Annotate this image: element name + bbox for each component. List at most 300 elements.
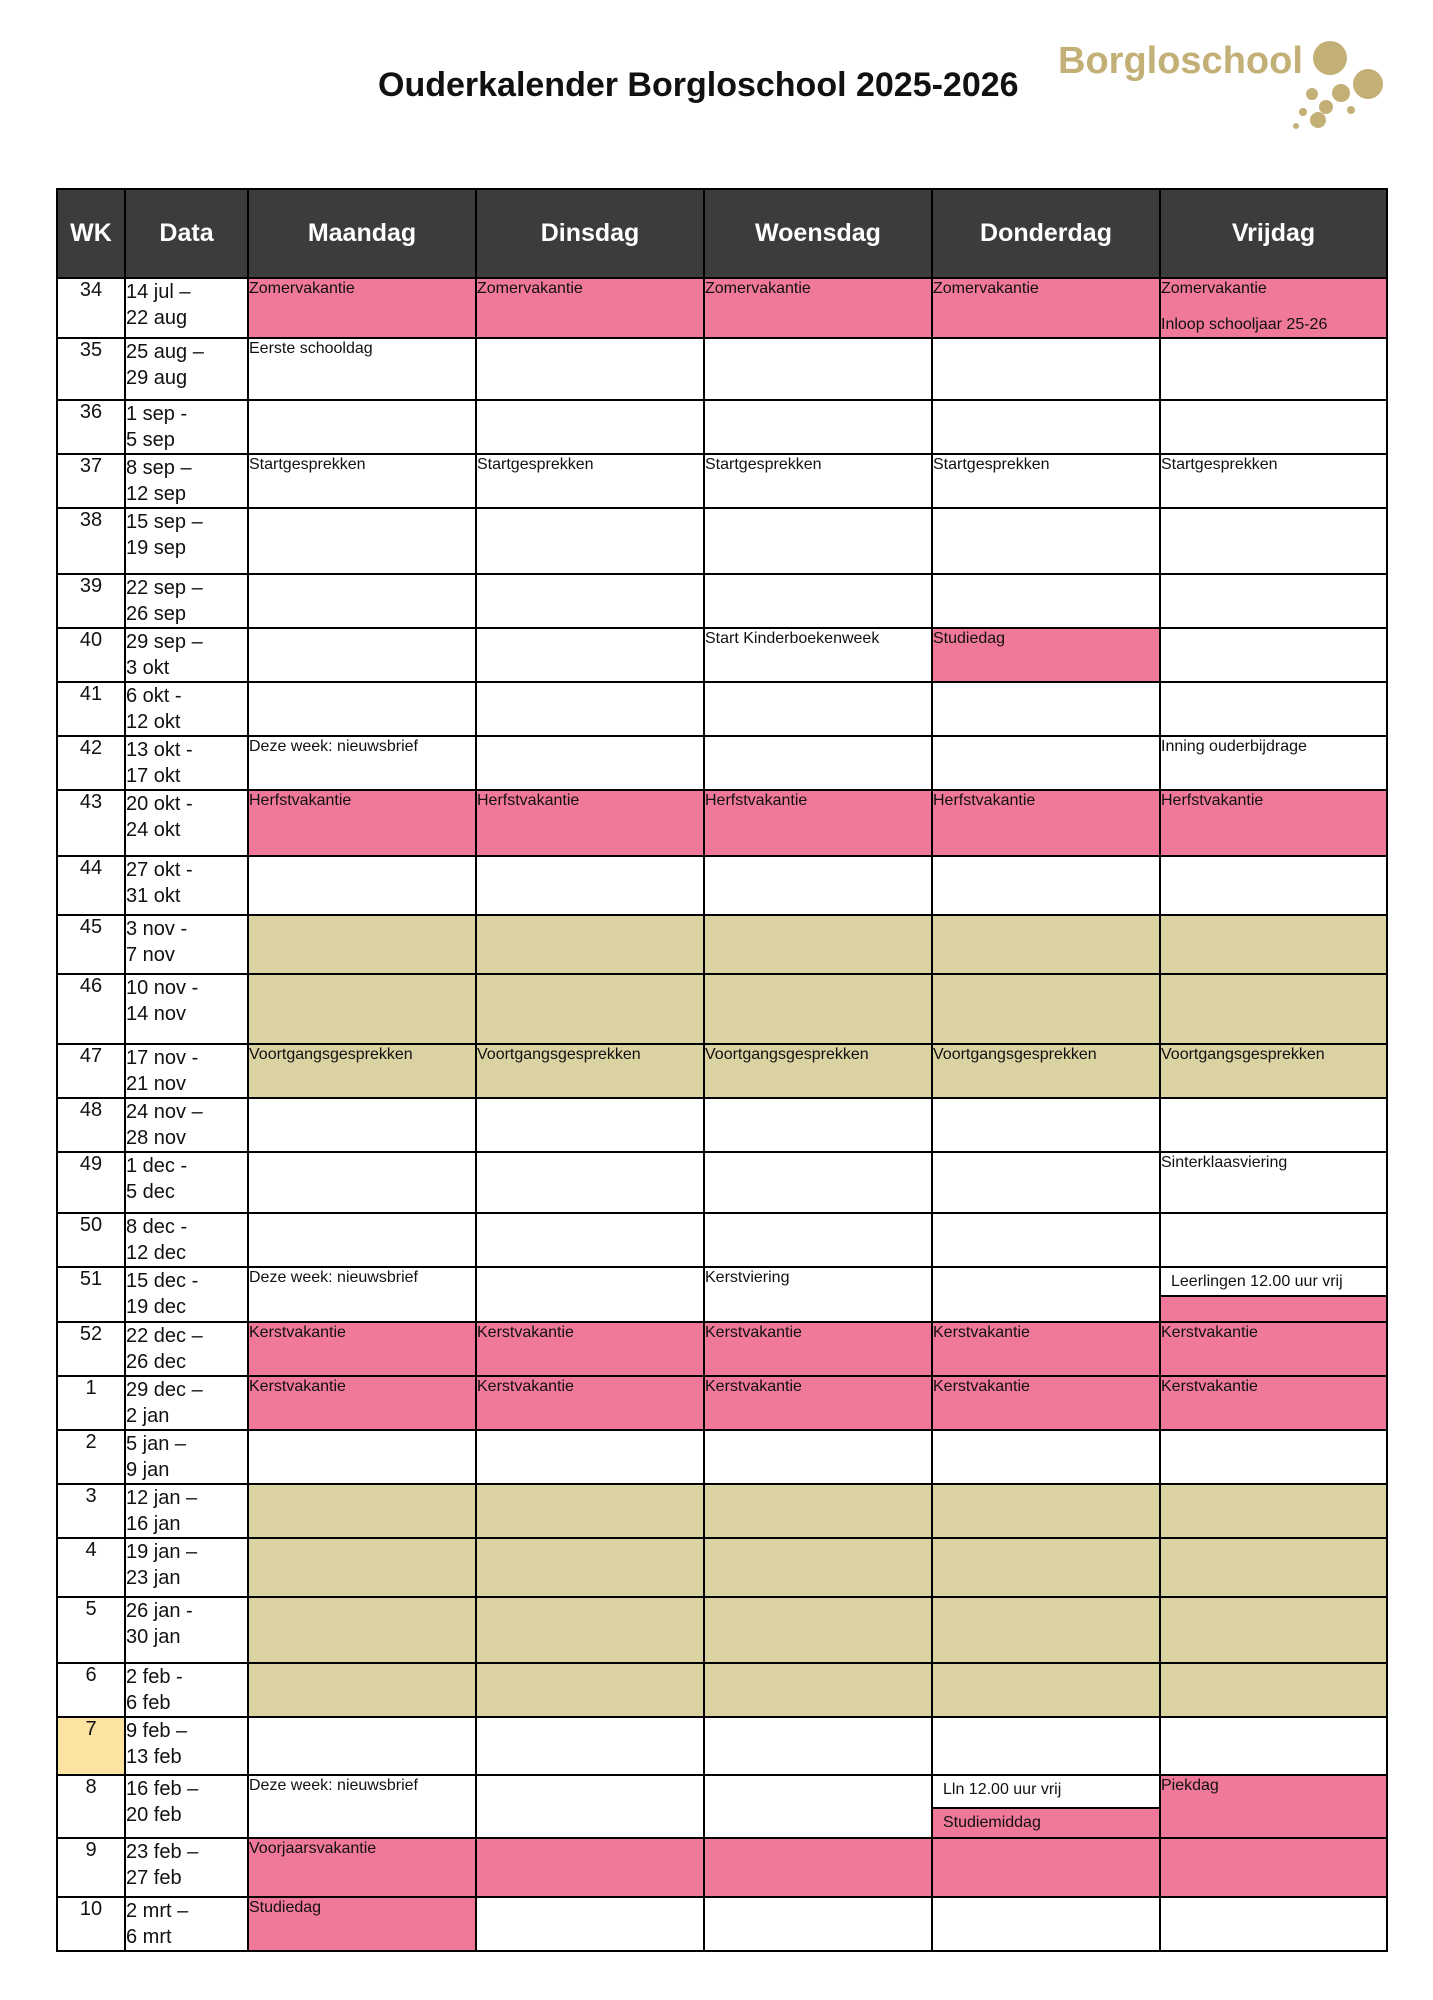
day-cell-woensdag (704, 1267, 932, 1322)
event-label: Voortgangsgesprekken (705, 1046, 869, 1063)
week-number: 4 (57, 1538, 125, 1597)
week-dates (125, 1376, 248, 1430)
week-number: 10 (57, 1897, 125, 1951)
day-cell-vrijdag (1160, 1538, 1387, 1597)
week-row (57, 1044, 1387, 1098)
day-cell-woensdag (704, 1376, 932, 1430)
day-cell-maandag (248, 454, 476, 508)
week-number: 35 (57, 338, 125, 400)
event-label: Zomervakantie (933, 280, 1039, 297)
week-row (57, 574, 1387, 628)
week-number: 42 (57, 736, 125, 790)
day-cell-donderdag (932, 1538, 1160, 1597)
date-end: 12 okt (126, 711, 181, 733)
week-dates (125, 1597, 248, 1663)
event-label: Herfstvakantie (249, 792, 352, 809)
day-cell-dinsdag (476, 400, 704, 454)
week-row (57, 1484, 1387, 1538)
day-cell-dinsdag (476, 1775, 704, 1838)
event-label: Studiemiddag (933, 1807, 1159, 1837)
day-cell-dinsdag (476, 736, 704, 790)
day-cell-donderdag (932, 400, 1160, 454)
event-label: Kerstviering (705, 1269, 790, 1286)
week-number: 6 (57, 1663, 125, 1717)
date-end: 26 dec (126, 1351, 187, 1373)
event-label: Zomervakantie (1161, 280, 1267, 297)
date-end: 16 jan (126, 1513, 181, 1535)
week-dates (125, 856, 248, 915)
week-dates (125, 1152, 248, 1213)
day-cell-maandag (248, 1044, 476, 1098)
day-cell-donderdag (932, 1376, 1160, 1430)
day-cell-woensdag (704, 508, 932, 574)
date-start: 10 nov - (126, 977, 199, 999)
week-dates (125, 1775, 248, 1838)
day-cell-woensdag (704, 856, 932, 915)
event-label: Eerste schooldag (249, 340, 373, 357)
week-number: 47 (57, 1044, 125, 1098)
header-vrijdag: Vrijdag (1160, 189, 1387, 278)
event-label: Kerstvakantie (477, 1324, 574, 1341)
day-cell-donderdag (932, 1098, 1160, 1152)
day-cell-maandag (248, 1663, 476, 1717)
event-label: Kerstvakantie (1161, 1378, 1258, 1395)
day-cell-vrijdag (1160, 1897, 1387, 1951)
week-dates (125, 508, 248, 574)
day-cell-woensdag (704, 400, 932, 454)
event-label: Voortgangsgesprekken (477, 1046, 641, 1063)
day-cell-vrijdag (1160, 1098, 1387, 1152)
day-cell-dinsdag (476, 454, 704, 508)
week-number: 49 (57, 1152, 125, 1213)
day-cell-vrijdag (1160, 1430, 1387, 1484)
week-dates (125, 1044, 248, 1098)
week-number: 41 (57, 682, 125, 736)
day-cell-dinsdag (476, 915, 704, 974)
week-row (57, 1322, 1387, 1376)
week-number: 38 (57, 508, 125, 574)
day-cell-maandag (248, 1538, 476, 1597)
day-cell-maandag (248, 1838, 476, 1897)
week-number: 45 (57, 915, 125, 974)
day-cell-vrijdag (1160, 1044, 1387, 1098)
calendar-body (57, 278, 1387, 1951)
event-label: Herfstvakantie (1161, 792, 1264, 809)
day-cell-dinsdag (476, 1538, 704, 1597)
header-woensdag: Woensdag (704, 189, 932, 278)
date-end: 30 jan (126, 1626, 181, 1648)
date-end: 7 nov (126, 944, 175, 966)
week-row (57, 1267, 1387, 1322)
day-cell-maandag (248, 1484, 476, 1538)
date-end: 22 aug (126, 307, 188, 329)
day-cell-woensdag (704, 1098, 932, 1152)
day-cell-donderdag (932, 915, 1160, 974)
day-cell-maandag (248, 915, 476, 974)
day-cell-dinsdag (476, 278, 704, 338)
date-end: 29 aug (126, 367, 188, 389)
day-cell-maandag (248, 736, 476, 790)
date-end: 23 jan (126, 1567, 181, 1589)
day-cell-vrijdag (1160, 1717, 1387, 1775)
day-cell-dinsdag (476, 628, 704, 682)
date-end: 24 okt (126, 819, 181, 841)
date-start: 22 dec – (126, 1325, 203, 1347)
event-label: Startgesprekken (1161, 456, 1278, 473)
day-cell-donderdag (932, 856, 1160, 915)
date-end: 26 sep (126, 603, 187, 625)
date-end: 6 mrt (126, 1926, 172, 1948)
week-dates (125, 454, 248, 508)
event-label: Inloop schooljaar 25-26 (1161, 316, 1328, 333)
day-cell-maandag (248, 1098, 476, 1152)
date-start: 1 dec - (126, 1155, 188, 1177)
date-end: 5 sep (126, 429, 175, 451)
event-label: Startgesprekken (477, 456, 594, 473)
school-logo (1058, 36, 1388, 136)
date-start: 16 feb – (126, 1778, 199, 1800)
day-cell-woensdag (704, 1152, 932, 1213)
event-label (1161, 1295, 1386, 1321)
day-cell-maandag (248, 1213, 476, 1267)
event-label: Kerstvakantie (705, 1378, 802, 1395)
date-start: 8 dec - (126, 1216, 188, 1238)
day-cell-vrijdag (1160, 974, 1387, 1044)
day-cell-woensdag (704, 454, 932, 508)
week-dates (125, 1717, 248, 1775)
event-label: Leerlingen 12.00 uur vrij (1171, 1273, 1343, 1290)
week-number: 8 (57, 1775, 125, 1838)
day-cell-vrijdag (1160, 682, 1387, 736)
week-number: 1 (57, 1376, 125, 1430)
date-start: 8 sep – (126, 457, 192, 479)
day-cell-vrijdag (1160, 1838, 1387, 1897)
week-dates (125, 682, 248, 736)
week-dates (125, 1213, 248, 1267)
day-cell-donderdag (932, 574, 1160, 628)
day-cell-vrijdag (1160, 1663, 1387, 1717)
week-number: 39 (57, 574, 125, 628)
date-start: 15 sep – (126, 511, 203, 533)
day-cell-donderdag (932, 278, 1160, 338)
week-number: 46 (57, 974, 125, 1044)
day-cell-woensdag (704, 628, 932, 682)
day-cell-maandag (248, 338, 476, 400)
date-start: 19 jan – (126, 1541, 198, 1563)
date-start: 1 sep - (126, 403, 188, 425)
day-cell-dinsdag (476, 1663, 704, 1717)
day-cell-maandag (248, 1267, 476, 1322)
day-cell-donderdag (932, 1213, 1160, 1267)
week-dates (125, 790, 248, 856)
week-dates (125, 278, 248, 338)
week-row (57, 1538, 1387, 1597)
week-row (57, 856, 1387, 915)
week-dates (125, 736, 248, 790)
day-cell-dinsdag (476, 1044, 704, 1098)
date-end: 27 feb (126, 1867, 182, 1889)
header-donderdag: Donderdag (932, 189, 1160, 278)
week-row (57, 1838, 1387, 1897)
day-cell-woensdag (704, 790, 932, 856)
logo-text: Borgloschool (1058, 40, 1303, 82)
date-start: 20 okt - (126, 793, 193, 815)
day-cell-donderdag (932, 454, 1160, 508)
date-start: 2 mrt – (126, 1900, 189, 1922)
page-title: Ouderkalender Borgloschool 2025-2026 (378, 66, 1019, 104)
logo-dots-icon (1258, 36, 1388, 132)
day-cell-dinsdag (476, 1484, 704, 1538)
day-cell-donderdag (932, 1152, 1160, 1213)
day-cell-donderdag (932, 1897, 1160, 1951)
event-label: Voorjaarsvakantie (249, 1840, 377, 1857)
week-row (57, 1213, 1387, 1267)
header-row (57, 189, 1387, 278)
day-cell-woensdag (704, 1044, 932, 1098)
day-cell-dinsdag (476, 1213, 704, 1267)
week-row (57, 454, 1387, 508)
date-start: 25 aug – (126, 341, 204, 363)
day-cell-woensdag (704, 974, 932, 1044)
calendar-table (56, 188, 1388, 1952)
date-start: 6 okt - (126, 685, 182, 707)
week-row (57, 338, 1387, 400)
day-cell-vrijdag (1160, 1322, 1387, 1376)
week-number: 7 (57, 1717, 125, 1775)
day-cell-maandag (248, 682, 476, 736)
week-row (57, 1376, 1387, 1430)
event-label: Studiedag (249, 1899, 322, 1916)
day-cell-vrijdag (1160, 856, 1387, 915)
day-cell-dinsdag (476, 1430, 704, 1484)
week-row (57, 1663, 1387, 1717)
week-row (57, 736, 1387, 790)
week-dates (125, 1663, 248, 1717)
day-cell-donderdag (932, 974, 1160, 1044)
day-cell-maandag (248, 508, 476, 574)
date-end: 9 jan (126, 1459, 170, 1481)
week-number: 50 (57, 1213, 125, 1267)
date-end: 3 okt (126, 657, 170, 679)
event-label: Startgesprekken (249, 456, 366, 473)
week-number: 51 (57, 1267, 125, 1322)
date-start: 3 nov - (126, 918, 188, 940)
day-cell-woensdag (704, 574, 932, 628)
day-cell-woensdag (704, 1597, 932, 1663)
date-start: 14 jul – (126, 281, 191, 303)
date-start: 2 feb - (126, 1666, 183, 1688)
day-cell-woensdag (704, 1538, 932, 1597)
day-cell-vrijdag (1160, 1597, 1387, 1663)
date-start: 27 okt - (126, 859, 193, 881)
week-row (57, 1717, 1387, 1775)
week-number: 40 (57, 628, 125, 682)
event-label: Lln 12.00 uur vrij (943, 1781, 1062, 1798)
week-dates (125, 1838, 248, 1897)
event-label: Zomervakantie (477, 280, 583, 297)
date-start: 29 sep – (126, 631, 203, 653)
week-row (57, 682, 1387, 736)
day-cell-dinsdag (476, 1838, 704, 1897)
event-label: Herfstvakantie (477, 792, 580, 809)
week-row (57, 1152, 1387, 1213)
day-cell-maandag (248, 1322, 476, 1376)
day-cell-woensdag (704, 338, 932, 400)
day-cell-maandag (248, 974, 476, 1044)
week-dates (125, 915, 248, 974)
day-cell-donderdag (932, 1044, 1160, 1098)
day-cell-woensdag (704, 1663, 932, 1717)
day-cell-dinsdag (476, 790, 704, 856)
week-number: 5 (57, 1597, 125, 1663)
day-cell-donderdag (932, 1775, 1160, 1838)
week-dates (125, 338, 248, 400)
day-cell-vrijdag (1160, 1376, 1387, 1430)
day-cell-woensdag (704, 915, 932, 974)
week-row (57, 628, 1387, 682)
event-label: Voortgangsgesprekken (1161, 1046, 1325, 1063)
day-cell-donderdag (932, 338, 1160, 400)
day-cell-maandag (248, 1597, 476, 1663)
day-cell-vrijdag (1160, 1484, 1387, 1538)
day-cell-woensdag (704, 1322, 932, 1376)
day-cell-woensdag (704, 1838, 932, 1897)
day-cell-maandag (248, 628, 476, 682)
day-cell-donderdag (932, 1322, 1160, 1376)
date-start: 5 jan – (126, 1433, 187, 1455)
week-dates (125, 1430, 248, 1484)
week-number: 2 (57, 1430, 125, 1484)
date-end: 28 nov (126, 1127, 187, 1149)
day-cell-dinsdag (476, 856, 704, 915)
day-cell-woensdag (704, 1484, 932, 1538)
date-end: 6 feb (126, 1692, 171, 1714)
day-cell-woensdag (704, 1897, 932, 1951)
event-label: Deze week: nieuwsbrief (249, 1777, 418, 1794)
day-cell-donderdag (932, 1484, 1160, 1538)
day-cell-vrijdag (1160, 736, 1387, 790)
day-cell-dinsdag (476, 1717, 704, 1775)
day-cell-vrijdag (1160, 400, 1387, 454)
day-cell-vrijdag (1160, 278, 1387, 338)
week-row (57, 790, 1387, 856)
day-cell-maandag (248, 1152, 476, 1213)
day-cell-dinsdag (476, 682, 704, 736)
date-start: 9 feb – (126, 1720, 188, 1742)
day-cell-donderdag (932, 628, 1160, 682)
day-cell-maandag (248, 1376, 476, 1430)
day-cell-vrijdag (1160, 1213, 1387, 1267)
day-cell-dinsdag (476, 1597, 704, 1663)
day-cell-vrijdag (1160, 1775, 1387, 1838)
day-cell-maandag (248, 278, 476, 338)
event-label: Voortgangsgesprekken (933, 1046, 1097, 1063)
event-label: Piekdag (1161, 1777, 1219, 1794)
event-label: Kerstvakantie (933, 1378, 1030, 1395)
day-cell-donderdag (932, 790, 1160, 856)
week-row (57, 278, 1387, 338)
day-cell-vrijdag (1160, 915, 1387, 974)
day-cell-dinsdag (476, 1152, 704, 1213)
event-label: Kerstvakantie (1161, 1324, 1258, 1341)
event-label: Startgesprekken (933, 456, 1050, 473)
day-cell-maandag (248, 1430, 476, 1484)
date-start: 24 nov – (126, 1101, 203, 1123)
date-start: 15 dec - (126, 1270, 199, 1292)
header-dinsdag: Dinsdag (476, 189, 704, 278)
event-label: Kerstvakantie (477, 1378, 574, 1395)
day-cell-woensdag (704, 1430, 932, 1484)
week-row (57, 1430, 1387, 1484)
event-label: Inning ouderbijdrage (1161, 738, 1307, 755)
date-start: 17 nov - (126, 1047, 199, 1069)
week-row (57, 1897, 1387, 1951)
week-number: 36 (57, 400, 125, 454)
event-label: Zomervakantie (705, 280, 811, 297)
header-data: Data (125, 189, 248, 278)
date-start: 26 jan - (126, 1600, 193, 1622)
week-number: 44 (57, 856, 125, 915)
date-start: 13 okt - (126, 739, 193, 761)
date-end: 31 okt (126, 885, 181, 907)
event-label: Sinterklaasviering (1161, 1154, 1288, 1171)
day-cell-maandag (248, 1897, 476, 1951)
week-number: 43 (57, 790, 125, 856)
header-maandag: Maandag (248, 189, 476, 278)
week-dates (125, 400, 248, 454)
week-row (57, 1775, 1387, 1838)
week-dates (125, 1538, 248, 1597)
event-label: Herfstvakantie (705, 792, 808, 809)
week-dates (125, 1267, 248, 1322)
week-row (57, 1098, 1387, 1152)
day-cell-maandag (248, 856, 476, 915)
week-number: 48 (57, 1098, 125, 1152)
header-wk: WK (57, 189, 125, 278)
day-cell-vrijdag (1160, 628, 1387, 682)
day-cell-maandag (248, 574, 476, 628)
date-end: 12 sep (126, 483, 187, 505)
date-start: 22 sep – (126, 577, 203, 599)
day-cell-woensdag (704, 736, 932, 790)
week-number: 3 (57, 1484, 125, 1538)
week-number: 34 (57, 278, 125, 338)
day-cell-dinsdag (476, 574, 704, 628)
day-cell-woensdag (704, 278, 932, 338)
day-cell-donderdag (932, 1597, 1160, 1663)
week-number: 52 (57, 1322, 125, 1376)
event-label: Deze week: nieuwsbrief (249, 1269, 418, 1286)
day-cell-vrijdag (1160, 1267, 1387, 1322)
day-cell-woensdag (704, 1717, 932, 1775)
week-number: 9 (57, 1838, 125, 1897)
date-end: 2 jan (126, 1405, 170, 1427)
event-label: Voortgangsgesprekken (249, 1046, 413, 1063)
day-cell-dinsdag (476, 1376, 704, 1430)
day-cell-maandag (248, 790, 476, 856)
week-row (57, 974, 1387, 1044)
day-cell-dinsdag (476, 974, 704, 1044)
week-number: 37 (57, 454, 125, 508)
event-label: Start Kinderboekenweek (705, 630, 880, 647)
event-label: Zomervakantie (249, 280, 355, 297)
day-cell-donderdag (932, 1267, 1160, 1322)
event-label: Herfstvakantie (933, 792, 1036, 809)
week-dates (125, 1897, 248, 1951)
week-row (57, 508, 1387, 574)
week-dates (125, 1098, 248, 1152)
week-dates (125, 628, 248, 682)
